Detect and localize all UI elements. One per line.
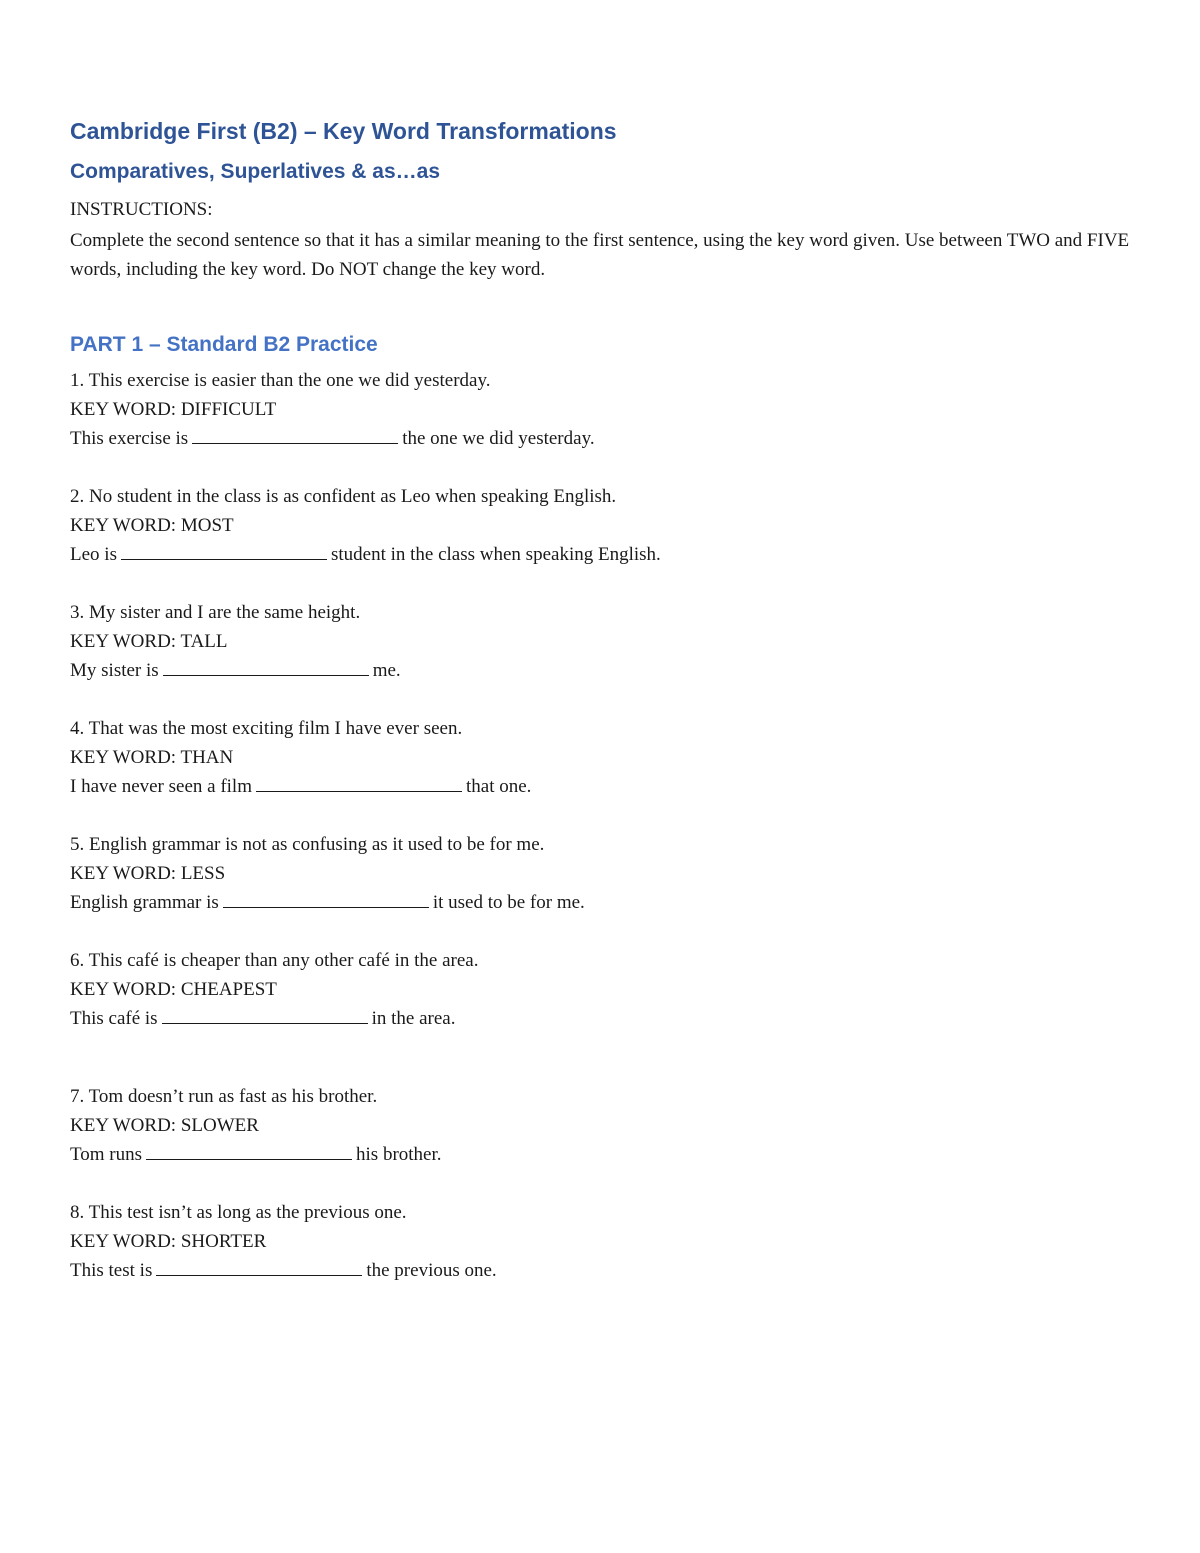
question-item-6 [70,946,1130,1033]
question-prompt: 1. This exercise is easier than the one we did yesterday. [70,370,491,391]
key-word: KEY WORD: SHORTER [70,1231,267,1252]
answer-before: Leo is [70,544,117,565]
answer-before: Tom runs [70,1144,143,1165]
answer-sentence [70,424,1130,453]
answer-after: his brother. [356,1144,442,1165]
question-item-7 [70,1082,1130,1169]
answer-blank[interactable] [192,425,398,444]
answer-sentence [70,656,1130,685]
question-item-1 [70,366,1130,453]
key-word: KEY WORD: TALL [70,631,228,652]
question-prompt: 4. That was the most exciting film I have ever seen. [70,718,463,739]
worksheet-subtitle: Comparatives, Superlatives & as…as [70,160,441,183]
worksheet-title: Cambridge First (B2) – Key Word Transformations [70,118,617,144]
answer-after: the one we did yesterday. [402,428,595,449]
key-word: KEY WORD: MOST [70,515,234,536]
answer-sentence [70,1004,1130,1033]
answer-before: English grammar is [70,892,219,913]
answer-before: This exercise is [70,428,189,449]
question-item-8 [70,1198,1130,1285]
key-word: KEY WORD: DIFFICULT [70,399,277,420]
answer-before: I have never seen a film [70,776,252,797]
question-prompt: 8. This test isn’t as long as the previous one. [70,1202,407,1223]
key-word: KEY WORD: CHEAPEST [70,979,277,1000]
question-prompt: 2. No student in the class is as confident as Leo when speaking English. [70,486,617,507]
question-item-3 [70,598,1130,685]
instructions-label: INSTRUCTIONS: [70,199,213,220]
key-word: KEY WORD: LESS [70,863,226,884]
answer-sentence [70,540,1130,569]
question-item-4 [70,714,1130,801]
answer-before: This café is [70,1008,158,1029]
answer-after: in the area. [371,1008,456,1029]
answer-blank[interactable] [146,1141,352,1160]
key-word: KEY WORD: THAN [70,747,234,768]
answer-sentence [70,1256,1130,1285]
answer-blank[interactable] [256,773,462,792]
instructions-text: Complete the second sentence so that it has a similar meaning to the first sentence, using the key word given. Use between TWO and FIVE words, including the key word. Do NOT change the key word. [70,230,1130,280]
answer-sentence [70,772,1130,801]
answer-before: My sister is [70,660,159,681]
answer-blank[interactable] [162,1005,368,1024]
question-prompt: 3. My sister and I are the same height. [70,602,361,623]
answer-after: the previous one. [366,1260,497,1281]
question-item-2 [70,482,1130,569]
answer-sentence [70,1140,1130,1169]
answer-blank[interactable] [223,889,429,908]
question-prompt: 5. English grammar is not as confusing as it used to be for me. [70,834,545,855]
answer-blank[interactable] [163,657,369,676]
answer-after: me. [372,660,401,681]
question-prompt: 7. Tom doesn’t run as fast as his brother. [70,1086,378,1107]
answer-before: This test is [70,1260,153,1281]
answer-blank[interactable] [121,541,327,560]
question-item-5 [70,830,1130,917]
answer-after: student in the class when speaking English. [330,544,661,565]
answer-after: that one. [466,776,532,797]
question-prompt: 6. This café is cheaper than any other café in the area. [70,950,479,971]
answer-sentence [70,888,1130,917]
answer-blank[interactable] [156,1257,362,1276]
answer-after: it used to be for me. [432,892,585,913]
key-word: KEY WORD: SLOWER [70,1115,259,1136]
part-heading: PART 1 – Standard B2 Practice [70,333,378,356]
